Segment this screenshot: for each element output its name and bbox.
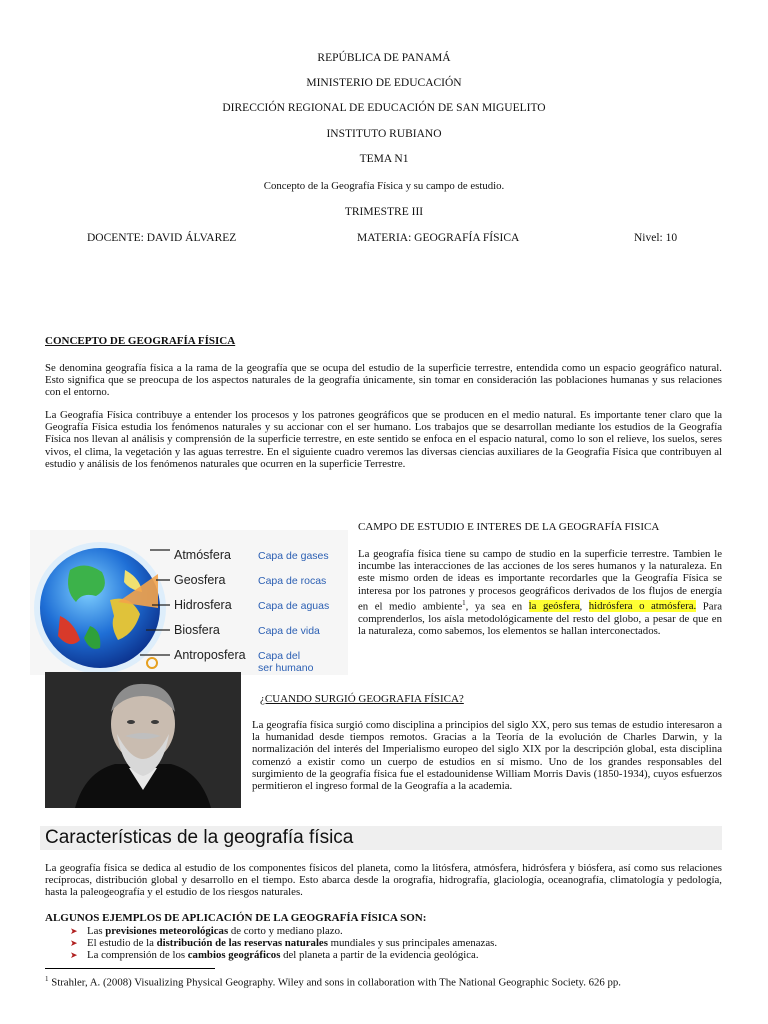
ejemplo-1-bold: previsiones meteorológicas <box>105 925 229 937</box>
desc-ser-humano-line2: ser humano <box>258 662 314 674</box>
portrait-illustration <box>45 672 241 808</box>
ejemplos-title: ALGUNOS EJEMPLOS DE APLICACIÓN DE LA GEOGRAFÍA FÍSICA SON: <box>45 912 427 924</box>
concepto-paragraph-1: Se denomina geografía física a la rama de la geografía que se ocupa del estudio de la superficie terrestre, entendida como un espacio geográfico natural. Esto significa que se preocupa de los aspectos naturales de la geografía únicamente, sin tomar en consideración las poblaciones humanas y sus relaciones con el entorno. <box>45 362 722 399</box>
desc-ser-humano-line1: Capa del <box>258 650 301 662</box>
footnote-rule <box>45 968 215 969</box>
header-docente: DOCENTE: DAVID ÁLVAREZ <box>87 232 237 244</box>
campo-text-c: Para comprenderlos, los aísla metodológicamente del resto del globo, a pesar de que en la naturaleza, como sabemos, los elementos se hallan interconectados. <box>358 600 722 637</box>
header-republica: REPÚBLICA DE PANAMÁ <box>317 52 451 64</box>
campo-sep: , <box>579 600 589 613</box>
footnote-ref[interactable]: 1 <box>462 598 466 607</box>
header-nivel: Nivel: 10 <box>634 232 678 244</box>
footnote-number: 1 <box>45 975 49 983</box>
arrow-bullet-icon: ➤ <box>70 926 78 936</box>
ejemplo-2-pre: El estudio de la <box>87 937 157 949</box>
ejemplo-2-bold: distribución de las reservas naturales <box>156 937 328 949</box>
caracteristicas-paragraph: La geografía física se dedica al estudio de los componentes físicos del planeta, como la litósfera, atmósfera, hidrósfera y biósfera, así como sus relaciones recíprocas, distribución global y desarrollo en el tiempo. Esto abarca desde la orografía, hidrografía, glaciología, oceanografía, climatología y pedología, hasta la paleogeografía y el estudio de los riesgos naturales. <box>45 862 722 899</box>
arrow-bullet-icon: ➤ <box>70 950 78 960</box>
ejemplo-item-3 <box>70 949 479 961</box>
header-tema: TEMA N1 <box>359 153 409 165</box>
desc-vida: Capa de vida <box>258 625 320 637</box>
ejemplo-item-2 <box>70 937 497 949</box>
desc-aguas: Capa de aguas <box>258 600 330 612</box>
header-trimestre: TRIMESTRE III <box>344 206 424 218</box>
ejemplo-item-1 <box>70 925 343 937</box>
label-biosfera: Biosfera <box>174 623 220 637</box>
campo-text-a: La geografía física tiene su campo de studio en la superficie terrestre. Tambien le incumbe las interacciones de las acciones de los seres humanos y la naturaleza. En este mismo orden de ideas es importante recordarles que la Geografía Física se interesa por los patrones y procesos geográficos derivados de los flujos de energía en el medio ambiente <box>358 548 722 613</box>
header-instituto: INSTITUTO RUBIANO <box>326 128 442 140</box>
concepto-title: CONCEPTO DE GEOGRAFÍA FÍSICA <box>45 335 236 347</box>
header-materia: MATERIA: GEOGRAFÍA FÍSICA <box>357 232 520 244</box>
label-hidrosfera: Hidrosfera <box>174 598 232 612</box>
earth-spheres-figure <box>30 530 348 675</box>
arrow-bullet-icon: ➤ <box>70 938 78 948</box>
label-geosfera: Geosfera <box>174 573 226 587</box>
ejemplo-3-bold: cambios geográficos <box>187 949 281 961</box>
cuando-paragraph: La geografía física surgió como disciplina a principios del siglo XX, pero sus temas de estudio interesaron a la humanidad desde tiempos remotos. Gracias a la Teoría de la evolución de Charles Darwin, y la normalización del interés del Imperialismo europeo del siglo XIX por la descripción global, esta disciplina comenzó a existir como un cuerpo de estudios en sí mismo. Uno de los grandes responsables del surgimiento de la geografía física fue el estadounidense William Morris Davis (1850-1934), cuyos esfuerzos permitieron el ingreso formal de la Geografía a la academia. <box>252 719 722 793</box>
sphere-descriptions <box>258 544 329 674</box>
ejemplo-3-post: del planeta a partir de la evidencia geológica. <box>280 949 479 961</box>
desc-ser-humano <box>258 644 329 674</box>
ejemplo-1-post: de corto y mediano plazo. <box>228 925 343 937</box>
concepto-paragraph-2: La Geografía Física contribuye a entender los procesos y los patrones geográficos que se producen en el medio natural. Es importante tener claro que la Geografía Física estudia los fenómenos naturales y su accionar con el ser humano. Los trabajos que se desarrollan mediante los estudios de la Geografía Física nos llevan al análisis y comprensión de la superficie terrestre, en este sentido se enfoca en el espacio natural, como lo son el relieve, los suelos, seres vivos, el clima, la vegetación y las aguas terrestre. En el siguiente cuadro veremos las diversas ciencias auxiliares de la Geografía Física que contribuyen al estudio y análisis de los fenómenos naturales que ocurren en la superficie Terrestre. <box>45 409 722 470</box>
caracteristicas-title: Características de la geografía física <box>45 827 354 848</box>
portrait-photo <box>45 672 241 808</box>
desc-rocas: Capa de rocas <box>258 575 327 587</box>
highlight-geosfera: la geósfera <box>528 600 580 613</box>
footnote <box>45 975 621 989</box>
ejemplo-3-pre: La comprensión de los <box>87 949 188 961</box>
highlight-hidrosfera: hidrósfera o atmósfera. <box>588 600 697 613</box>
campo-title: CAMPO DE ESTUDIO E INTERES DE LA GEOGRAFÍA FISICA <box>358 521 660 533</box>
header-ministerio: MINISTERIO DE EDUCACIÓN <box>306 77 462 89</box>
header-direccion: DIRECCIÓN REGIONAL DE EDUCACIÓN DE SAN MIGUELITO <box>222 102 546 114</box>
ejemplo-2-post: mundiales y sus principales amenazas. <box>327 937 498 949</box>
sphere-names <box>174 543 246 668</box>
footnote-text: Strahler, A. (2008) Visualizing Physical Geography. Wiley and sons in collaboration with The National Geographic Society. 626 pp. <box>48 976 622 989</box>
desc-gases: Capa de gases <box>258 550 329 562</box>
campo-text-b: , ya sea en <box>465 600 529 613</box>
ejemplo-1-pre: Las <box>87 925 106 937</box>
cuando-title: ¿CUANDO SURGIÓ GEOGRAFIA FÍSICA? <box>260 693 464 705</box>
label-antroposfera: Antroposfera <box>174 648 246 662</box>
campo-paragraph <box>358 548 722 637</box>
header-topic: Concepto de la Geografía Física y su campo de estudio. <box>263 180 505 192</box>
label-atmosfera: Atmósfera <box>174 548 231 562</box>
